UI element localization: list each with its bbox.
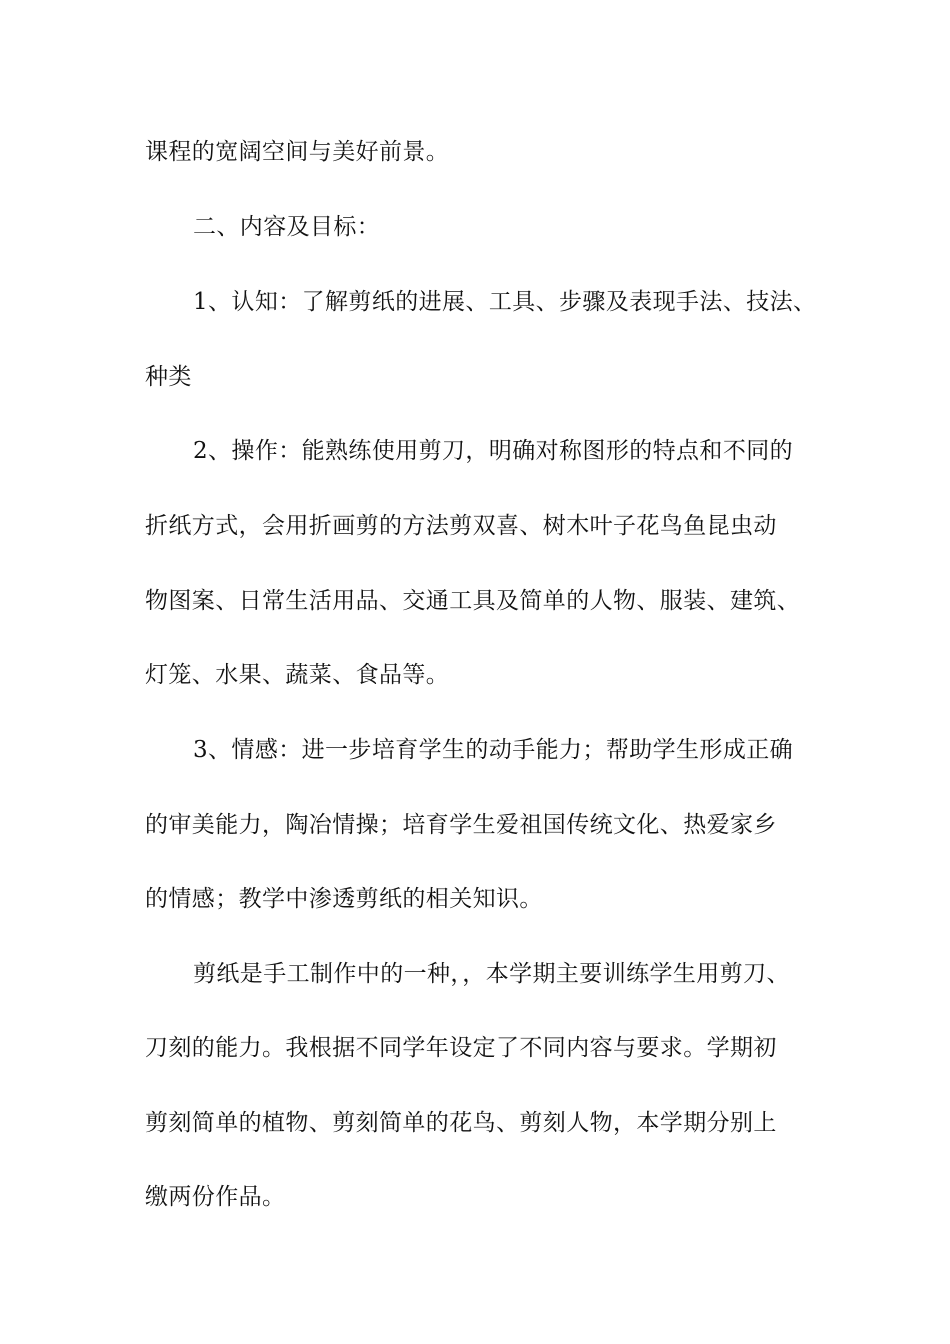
paragraph-line: 2、操作：能熟练使用剪刀，明确对称图形的特点和不同的 <box>193 438 794 464</box>
paragraph-line: 缴两份作品。 <box>145 1184 286 1210</box>
paragraph-line: 的情感；教学中渗透剪纸的相关知识。 <box>145 886 543 912</box>
paragraph-line: 刀刻的能力。我根据不同学年设定了不同内容与要求。学期初 <box>145 1035 777 1061</box>
paragraph-line: 的审美能力，陶冶情操；培育学生爱祖国传统文化、热爱家乡 <box>145 812 777 838</box>
paragraph-line: 剪纸是手工制作中的一种，，本学期主要训练学生用剪刀、 <box>193 961 790 987</box>
paragraph-line: 种类 <box>145 364 192 390</box>
paragraph-line: 3、情感：进一步培育学生的动手能力；帮助学生形成正确 <box>193 737 794 763</box>
paragraph-line: 剪刻简单的植物、剪刻简单的花鸟、剪刻人物，本学期分别上 <box>145 1110 777 1136</box>
paragraph-line: 物图案、日常生活用品、交通工具及简单的人物、服装、建筑、 <box>145 588 801 614</box>
paragraph-line: 灯笼、水果、蔬菜、食品等。 <box>145 662 450 688</box>
paragraph-line: 折纸方式，会用折画剪的方法剪双喜、树木叶子花鸟鱼昆虫动 <box>145 513 777 539</box>
section-heading: 二、内容及目标： <box>193 214 381 240</box>
paragraph-line: 1、认知：了解剪纸的进展、工具、步骤及表现手法、技法、 <box>193 289 817 315</box>
paragraph-line: 课程的宽阔空间与美好前景。 <box>145 139 450 165</box>
